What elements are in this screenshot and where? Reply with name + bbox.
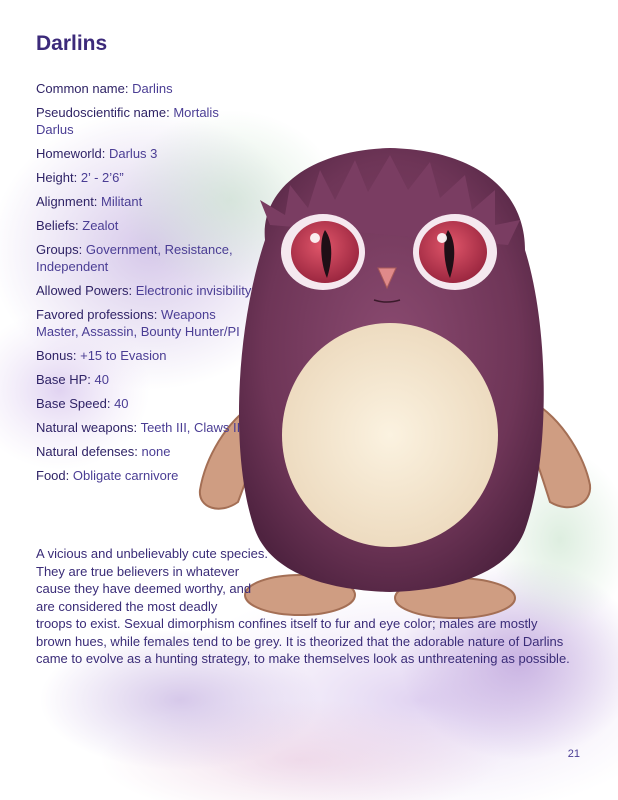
stat-food <box>36 467 254 484</box>
stat-value: Zealot <box>82 218 119 233</box>
stat-label: Pseudoscientific name: <box>36 105 170 120</box>
stat-allowed-powers <box>36 282 254 299</box>
stat-common-name <box>36 80 254 97</box>
stat-base-speed <box>36 395 254 412</box>
stat-homeworld <box>36 145 254 162</box>
stat-label: Base HP: <box>36 372 91 387</box>
stat-value: Government, Resistance, Independent <box>36 242 233 274</box>
stat-value: 40 <box>94 372 110 387</box>
stat-value: Darlins <box>132 81 173 96</box>
stat-value: Teeth III, Claws II <box>140 420 241 435</box>
description-paragraph <box>36 545 576 668</box>
stat-height <box>36 169 254 186</box>
stat-bonus <box>36 347 254 364</box>
stat-value: Militant <box>101 194 143 209</box>
stat-value: Weapons Master, Assassin, Bounty Hunter/PI <box>36 307 240 339</box>
stat-label: Homeworld: <box>36 146 106 161</box>
stat-value: Darlus 3 <box>108 146 158 161</box>
stat-natural-weapons <box>36 419 254 436</box>
stat-natural-defenses <box>36 443 254 460</box>
stat-value: Electronic invisibility <box>135 283 252 298</box>
stat-label: Alignment: <box>36 194 98 209</box>
page-title: Darlins <box>36 32 108 55</box>
stat-label: Beliefs: <box>36 218 79 233</box>
stat-label: Groups: <box>36 242 83 257</box>
description-narrow: A vicious and unbelievably cute species. They are true believers in whatever cause they have deemed worthy, and are considered the most deadly <box>36 546 268 614</box>
page-number: 21 <box>567 748 580 760</box>
stat-value: Mortalis Darlus <box>36 105 219 137</box>
stat-base-hp <box>36 371 254 388</box>
stat-groups <box>36 241 254 275</box>
stat-value: none <box>141 444 171 459</box>
creature-stats <box>36 80 254 491</box>
stat-label: Favored professions: <box>36 307 158 322</box>
stat-value: 40 <box>114 396 129 411</box>
stat-label: Natural weapons: <box>36 420 138 435</box>
stat-favored-professions <box>36 306 254 340</box>
stat-pseudoscientific-name <box>36 104 254 138</box>
stat-beliefs <box>36 217 254 234</box>
stat-value: 2’ - 2’6” <box>80 170 124 185</box>
description-wide: troops to exist. Sexual dimorphism confines itself to fur and eye color; males are mostly brown hues, while females tend to be grey. It is theorized that the adorable nature of Darlins came to evolve as a hunting strategy, to make themselves look as unthreatening as possible. <box>36 616 570 666</box>
stat-label: Common name: <box>36 81 129 96</box>
stat-label: Height: <box>36 170 78 185</box>
stat-alignment <box>36 193 254 210</box>
stat-label: Food: <box>36 468 70 483</box>
stat-label: Allowed Powers: <box>36 283 133 298</box>
stat-label: Bonus: <box>36 348 77 363</box>
stat-label: Natural defenses: <box>36 444 138 459</box>
stat-label: Base Speed: <box>36 396 111 411</box>
stat-value: Obligate carnivore <box>72 468 179 483</box>
stat-value: +15 to Evasion <box>80 348 167 363</box>
